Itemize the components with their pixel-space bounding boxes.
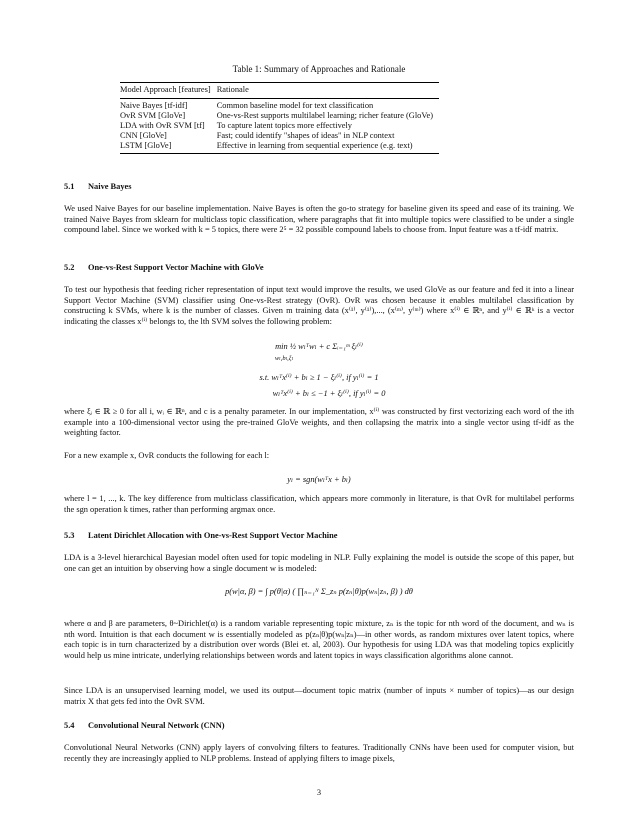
table-cell: Fast; could identify "shapes of ideas" in NLP context <box>216 131 395 140</box>
paragraph: Convolutional Neural Networks (CNN) apply layers of convolving filters to features. Traditionally CNNs have been used for computer vision, but recently they are increasingly applied to NLP problems. Instead of applying filters to image pixels, <box>64 743 574 763</box>
equation-subscript: wₗ,bₗ,ξₗ <box>274 355 294 362</box>
table-cell: LSTM [GloVe] <box>120 141 172 150</box>
equation-constraint-2: wₗᵀx⁽ⁱ⁾ + bₗ ≤ −1 + ξₗ⁽ⁱ⁾, if yₗ⁽ⁱ⁾ = 0 <box>272 389 386 398</box>
table-row <box>120 121 439 131</box>
table-cell: OvR SVM [GloVe] <box>120 111 186 120</box>
section-heading-5-3 <box>64 531 574 540</box>
paragraph: where α and β are parameters, θ~Dirichlet(α) is a random variable representing topic mixture, zₙ is the topic for nth word of the document, and wₙ is nth word. Intuition is that each document w is essentially modeled as p(zₙ|θ)p(wₙ|zₙ)—in other words, as random mixtures over latent topics, where each topic is in turn characterized by a distribution over words (Blei et. al, 2003). Our hypothesis for using LDA was that modeling topics explicitly would help us mine intricate, underlying relationships between words and latent topics in ways classification algorithms alone cannot. <box>64 619 574 660</box>
section-number: 5.4 <box>64 721 75 730</box>
table-row <box>120 99 439 112</box>
paragraph: where ξᵢ ∈ ℝ ≥ 0 for all i, wᵢ ∈ ℝⁿ, and c is a penalty parameter. In our implementation, x⁽ⁱ⁾ was constructed by first vectorizing each word of the ith example into a 100-dimensional vector using the pre-trained GloVe weights, and then collapsing the matrix into a single vector using tf-idf as the weighting factor. <box>64 407 574 438</box>
table-header: Rationale <box>216 85 249 94</box>
table-header: Model Approach [features] <box>120 85 211 94</box>
section-title: Latent Dirichlet Allocation with One-vs-Rest Support Vector Machine <box>88 531 338 540</box>
paragraph: We used Naive Bayes for our baseline implementation. Naive Bayes is often the go-to strategy for baseline given its speed and ease of its training. We trained Naive Bayes from sklearn for multiclass topic classification, where paragraphs that fit into multiple topics were classified to be under a single compound label. Since we worked with k = 5 topics, there were 2⁵ = 32 possible compound labels to choose from. Input feature was a tf-idf matrix. <box>64 204 574 235</box>
section-number: 5.2 <box>64 263 75 272</box>
table-row <box>120 111 439 121</box>
table-cell: To capture latent topics more effectively <box>216 121 352 130</box>
section-title: Convolutional Neural Network (CNN) <box>88 721 225 730</box>
paragraph: where l = 1, ..., k. The key difference from multiclass classification, which appears more commonly in literature, is that OvR for multilabel performs the sgn operation k times, rather than performing argmax once. <box>64 494 574 514</box>
paragraph: To test our hypothesis that feeding richer representation of input text would improve the results, we used GloVe as our feature and fed it into a linear Support Vector Machine (SVM) classifier using One-vs-Rest strategy (OvR). OvR was chosen because it enables multilabel classification by constructing k SVMs, where k is the number of classes. Given m training data (x⁽¹⁾, y⁽¹⁾),..., (x⁽ᵐ⁾, y⁽ᵐ⁾) where x⁽ⁱ⁾ ∈ ℝⁿ, and y⁽ⁱ⁾ ∈ ℝᵏ is a vector indicating the classes x⁽ⁱ⁾ belongs to, the lth SVM solves the following problem: <box>64 285 574 326</box>
section-heading-5-2 <box>64 263 574 272</box>
table-cell: Naive Bayes [tf-idf] <box>120 101 188 110</box>
section-title: Naive Bayes <box>88 182 132 191</box>
table-header-row <box>120 83 439 99</box>
equation-constraint-1: s.t. wₗᵀx⁽ⁱ⁾ + bₗ ≥ 1 − ξₗ⁽ⁱ⁾, if yₗ⁽ⁱ⁾ = 1 <box>259 373 379 382</box>
section-heading-5-1 <box>64 182 574 191</box>
equation-ovr-prediction: yₗ = sgn(wₗᵀx + bₗ) <box>287 475 351 484</box>
page-number: 3 <box>316 788 322 797</box>
table-row <box>120 131 439 141</box>
paragraph: LDA is a 3-level hierarchical Bayesian model often used for topic modeling in NLP. Fully explaining the model is outside the scope of this paper, but one can get an intuition by observing how a single document w is modeled: <box>64 553 574 573</box>
summary-table <box>120 82 439 154</box>
table-cell: CNN [GloVe] <box>120 131 167 140</box>
table-cell: Effective in learning from sequential experience (e.g. text) <box>216 141 413 150</box>
equation-lda: p(w|α, β) = ∫ p(θ|α) ( ∏ₙ₌₁ᴺ Σ_zₙ p(zₙ|θ)p(wₙ|zₙ, β) ) dθ <box>225 587 413 596</box>
section-heading-5-4 <box>64 721 574 730</box>
paragraph: For a new example x, OvR conducts the following for each l: <box>64 451 270 460</box>
table-cell: One-vs-Rest supports multilabel learning; richer feature (GloVe) <box>216 111 433 120</box>
section-number: 5.3 <box>64 531 75 540</box>
table-caption: Table 1: Summary of Approaches and Rationale <box>232 64 406 74</box>
table-cell: LDA with OvR SVM [tf] <box>120 121 205 130</box>
section-number: 5.1 <box>64 182 75 191</box>
equation-svm-objective: min ½ wₗᵀwₗ + c Σᵢ₌₁ᵐ ξₗ⁽ⁱ⁾ <box>275 342 363 351</box>
table-cell: Common baseline model for text classification <box>216 101 374 110</box>
table-row <box>120 141 439 154</box>
section-title: One-vs-Rest Support Vector Machine with GloVe <box>88 263 264 272</box>
paragraph: Since LDA is an unsupervised learning model, we used its output—document topic matrix (number of inputs × number of topics)—as our design matrix X that gets fed into the OvR SVM. <box>64 686 574 706</box>
